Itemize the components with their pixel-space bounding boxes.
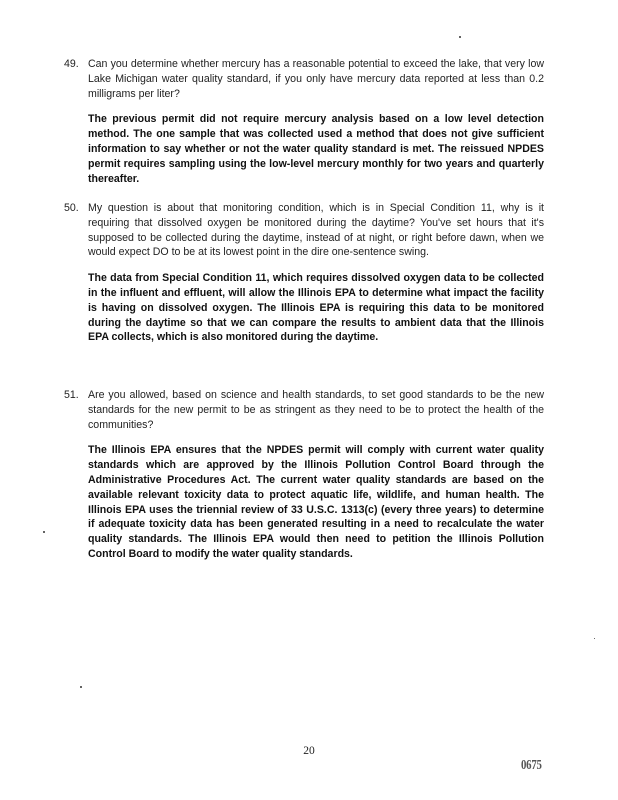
qa-item-50 [64, 201, 544, 356]
question-text: Can you determine whether mercury has a reasonable potential to exceed the lake, that very low Lake Michigan water quality standard, if you only have mercury data reported at less than 0.2 milligrams per liter? [88, 58, 544, 100]
scan-speck [459, 36, 461, 38]
answer-text: The data from Special Condition 11, which requires dissolved oxygen data to be collected in the influent and effluent, will allow the Illinois EPA to determine what impact the facility is having on dissolved oxygen. The Illinois EPA is requiring this data to be monitored during the daytime so that we can compare the results to ambient data that the Illinois EPA collects, which is also monitored during the daytime. [88, 272, 544, 344]
qa-item-51 [64, 388, 544, 572]
scan-speck [43, 531, 45, 533]
answer-text: The previous permit did not require mercury analysis based on a low level detection method. The one sample that was collected used a method that does not give sufficient information to say whether or not the water quality standard is met. The reissued NPDES permit requires sampling using the low-level mercury monthly for two years and quarterly thereafter. [88, 113, 544, 185]
scan-speck [594, 638, 595, 639]
qa-item-49 [64, 57, 544, 197]
question-text: My question is about that monitoring condition, which is in Special Condition 11, why is it requiring that dissolved oxygen be monitored during the daytime? You've set hours that it's supposed to be collected during the daytime, instead of at night, or right before dawn, when we would expect DO to be at its lowest point in the dire one-sentence swing. [88, 202, 544, 259]
question-text: Are you allowed, based on science and health standards, to set good standards to be the new standards for the new permit to be as stringent as they need to be to protect the health of the communities? [88, 389, 544, 431]
question-number: 51. [64, 389, 79, 401]
question-row [64, 201, 544, 260]
question-row [64, 388, 544, 432]
answer-text: The Illinois EPA ensures that the NPDES permit will comply with current water quality standards which are approved by the Illinois Pollution Control Board through the Administrative Procedures Act. The current water quality standards are based on the available relevant toxicity data to protect aquatic life, wildlife, and human health. The Illinois EPA uses the triennial review of 33 U.S.C. 1313(c) (every three years) to determine if adequate toxicity data has been generated resulting in a need to recalculate the water quality standards. The Illinois EPA would then need to petition the Illinois Pollution Control Board to modify the water quality standards. [88, 444, 544, 560]
question-number: 50. [64, 202, 79, 214]
scan-speck [80, 686, 82, 688]
page-number: 20 [303, 745, 315, 757]
question-number: 49. [64, 58, 79, 70]
question-row [64, 57, 544, 101]
bates-number-stamp: 0675 [521, 757, 542, 772]
